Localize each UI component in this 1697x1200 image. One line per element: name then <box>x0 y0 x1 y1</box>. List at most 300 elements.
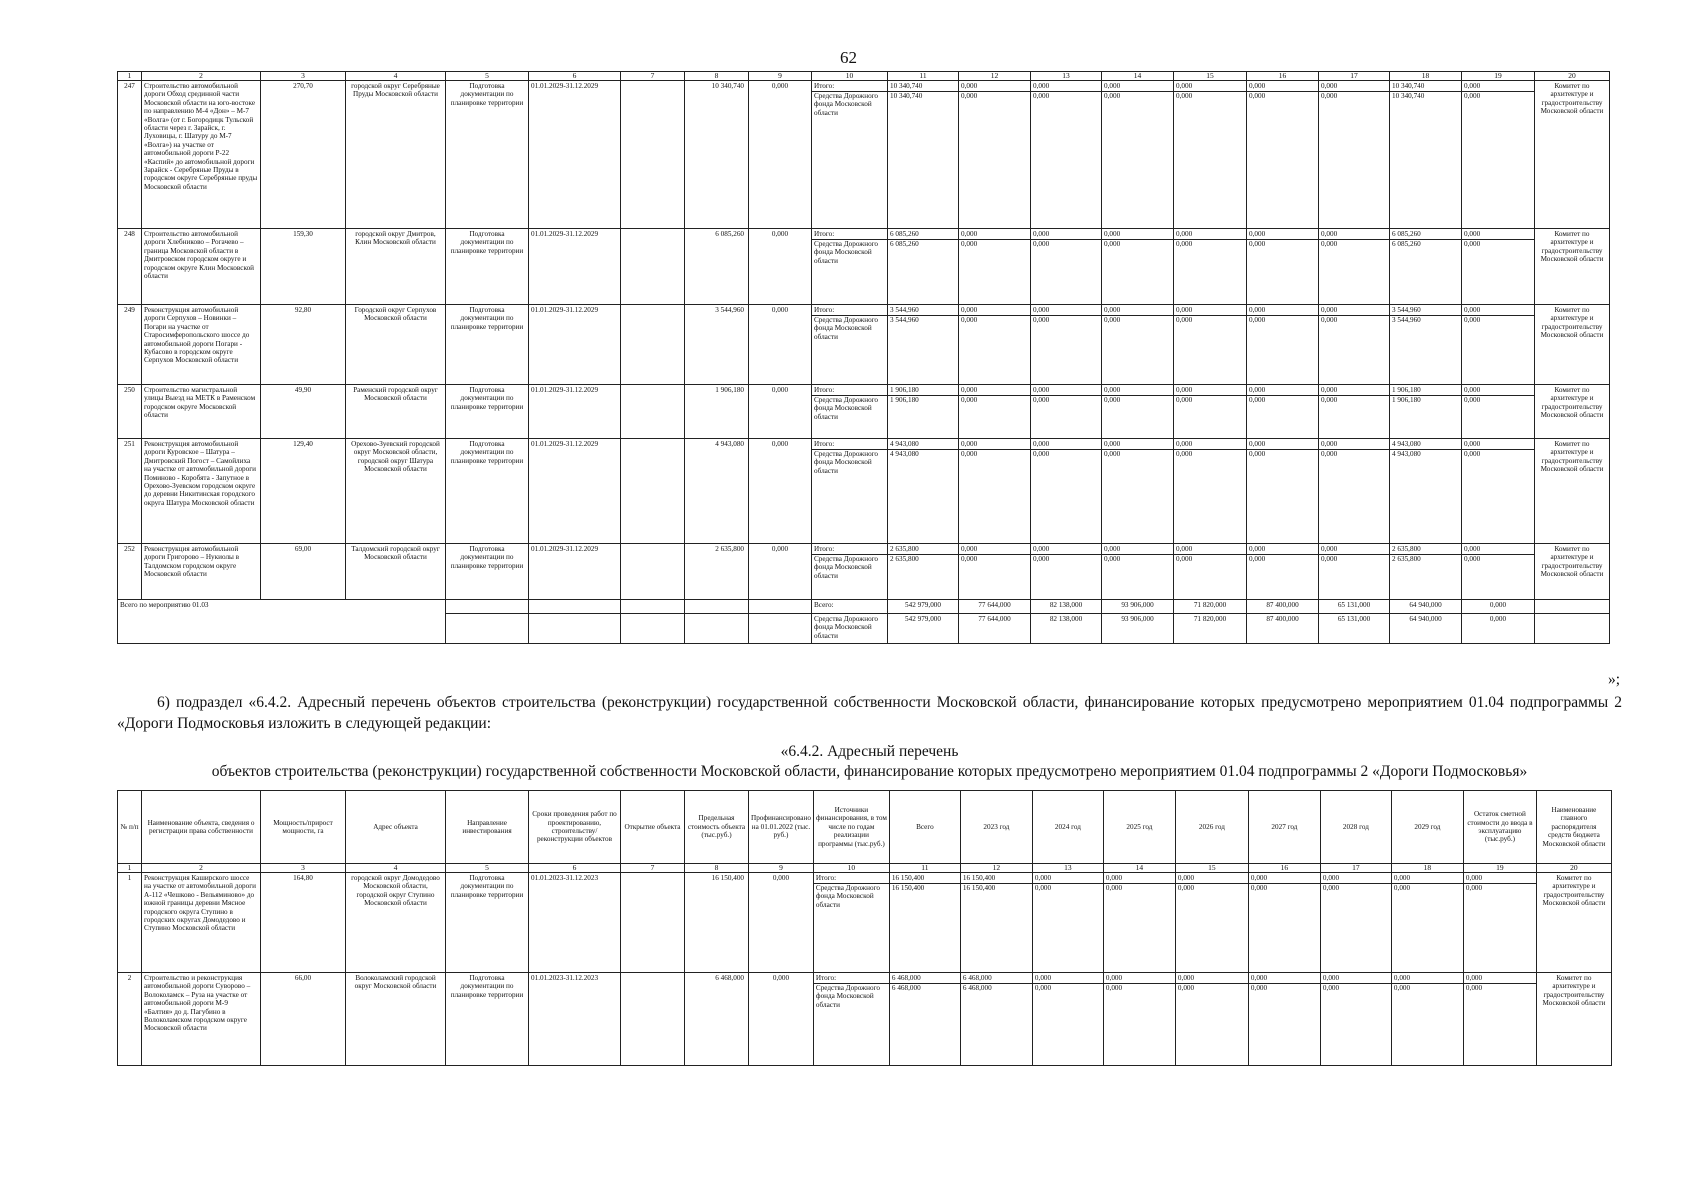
work-dates: 01.01.2029-31.12.2029 <box>529 81 621 229</box>
row-number: 251 <box>118 439 142 544</box>
amount-y2024 <box>1031 81 1102 229</box>
work-dates: 01.01.2029-31.12.2029 <box>529 305 621 385</box>
amount-y2026 <box>1174 81 1247 229</box>
amount-y2027-line: 0,000 <box>1249 316 1266 324</box>
amount-y2029-line: 2 635,800 <box>1392 555 1421 563</box>
work-dates: 01.01.2023-31.12.2023 <box>529 973 621 1066</box>
amount-y2029-line: 10 340,740 <box>1392 92 1425 100</box>
column-header: Открытие объекта <box>621 791 685 864</box>
closing-mark: »; <box>1608 671 1621 688</box>
total-amount-line: 3 544,960 <box>890 316 919 324</box>
amount-y2026-line: 0,000 <box>1176 874 1248 884</box>
column-header: Предельная стоимость объекта (тыс.руб.) <box>685 791 749 864</box>
investment-direction: Подготовка документации по планировке территории <box>446 544 529 600</box>
total-amount-line: 6 468,000 <box>890 974 960 984</box>
balance-amount <box>1462 385 1535 439</box>
column-number: 11 <box>888 72 959 81</box>
column-header: № п/п <box>118 791 142 864</box>
amount-y2028-line: 0,000 <box>1322 984 1340 992</box>
amount-y2026 <box>1174 229 1247 305</box>
object-opening <box>621 229 685 305</box>
totals-y2025: 93 906,000 <box>1102 600 1174 614</box>
object-name: Реконструкция Каширского шоссе на участке от автомобильной дороги А-112 «Чешково - Вельяминово» до южной границы деревни Мясное городского округа Ступино в городских округах Домодедово и Ступино Московской области <box>142 873 261 973</box>
amount-y2026-line: 0,000 <box>1174 386 1246 396</box>
amount-y2027-line: 0,000 <box>1249 240 1266 248</box>
totals-y2029: 64 940,000 <box>1390 600 1462 614</box>
work-dates: 01.01.2029-31.12.2029 <box>529 385 621 439</box>
amount-y2024 <box>1032 973 1103 1066</box>
object-name: Реконструкция автомобильной дороги Куровское – Шатура – Дмитровский Погост – Самойлиха на участке от автомобильной дороги Поминово - Коробята - Запутное в Орехово-Зуевском городском округе до деревни Никитинская городского округа Шатура Московской области <box>142 439 261 544</box>
object-address: Волоколамский городской округ Московской области <box>346 973 446 1066</box>
total-amount-line: 1 906,180 <box>890 396 919 404</box>
amount-y2023-line: 0,000 <box>959 440 1030 450</box>
amount-y2024 <box>1032 873 1103 973</box>
balance-amount <box>1463 873 1536 973</box>
column-number: 11 <box>889 864 960 873</box>
amount-y2029-line: 0,000 <box>1393 984 1411 992</box>
amount-y2025 <box>1102 81 1174 229</box>
total-amount <box>889 973 960 1066</box>
amount-y2025-line: 0,000 <box>1102 306 1173 316</box>
amount-y2027-line: 0,000 <box>1247 386 1318 396</box>
investment-direction: Подготовка документации по планировке территории <box>446 305 529 385</box>
row-number: 252 <box>118 544 142 600</box>
column-number: 9 <box>749 864 814 873</box>
column-number: 15 <box>1175 864 1248 873</box>
total-amount-line: 4 943,080 <box>890 450 919 458</box>
amount-y2023-line: 16 150,400 <box>962 884 996 892</box>
empty-cell <box>685 614 749 644</box>
budget-manager: Комитет по архитектуре и градостроительству Московской области <box>1536 973 1611 1066</box>
amount-y2029-line: 6 085,260 <box>1392 240 1421 248</box>
total-amount <box>888 229 959 305</box>
amount-y2027-line: 0,000 <box>1249 974 1320 984</box>
funding-sources <box>812 544 888 600</box>
capacity: 69,00 <box>261 544 346 600</box>
amount-y2028 <box>1319 81 1390 229</box>
amount-y2026-line: 0,000 <box>1174 440 1246 450</box>
amount-y2028-line: 0,000 <box>1319 306 1389 316</box>
total-amount <box>888 544 959 600</box>
amount-y2023-line: 0,000 <box>961 240 978 248</box>
balance-amount-line: 0,000 <box>1462 545 1534 555</box>
object-name: Строительство и реконструкция автомобильной дороги Суворово – Волоколамск – Руза на участке от автомобильной дороги М-9 «Балтия» до д. Пагубино в Волоколамском городском округе Московской области <box>142 973 261 1066</box>
funding-sources-line: Итого: <box>812 82 887 92</box>
amount-y2028-line: 0,000 <box>1321 974 1391 984</box>
table-row <box>118 439 1610 544</box>
amount-y2023-line: 0,000 <box>959 82 1030 92</box>
column-header: Всего <box>889 791 960 864</box>
column-number-row <box>118 72 1610 81</box>
column-header: Адрес объекта <box>346 791 446 864</box>
amount-y2025-line: 0,000 <box>1104 555 1121 563</box>
column-header: 2026 год <box>1175 791 1248 864</box>
cost-limit: 6 468,000 <box>685 973 749 1066</box>
funding-sources-line: Итого: <box>812 440 887 450</box>
total-amount-line: 10 340,740 <box>888 82 958 92</box>
totals-y2023: 77 644,000 <box>959 614 1031 644</box>
amount-y2029 <box>1390 385 1462 439</box>
column-number: 16 <box>1247 72 1319 81</box>
amount-y2028 <box>1319 544 1390 600</box>
funding-sources-line: Средства Дорожного фонда Московской области <box>814 450 879 475</box>
total-amount-line: 16 150,400 <box>891 884 925 892</box>
amount-y2029-line: 0,000 <box>1392 874 1463 884</box>
empty-cell <box>529 600 621 614</box>
column-number: 14 <box>1103 864 1175 873</box>
amount-y2023-line: 0,000 <box>961 316 978 324</box>
amount-y2027 <box>1247 439 1319 544</box>
total-amount <box>888 439 959 544</box>
column-number: 6 <box>529 864 621 873</box>
amount-y2025 <box>1102 305 1174 385</box>
amount-y2025-line: 0,000 <box>1102 440 1173 450</box>
total-amount-line: 6 085,260 <box>888 230 958 240</box>
amount-y2023-line: 0,000 <box>961 555 978 563</box>
amount-y2028-line: 0,000 <box>1321 92 1338 100</box>
amount-y2023-line: 6 468,000 <box>962 984 992 992</box>
column-number: 14 <box>1102 72 1174 81</box>
object-opening <box>621 305 685 385</box>
amount-y2025-line: 0,000 <box>1102 82 1173 92</box>
column-number: 4 <box>346 864 446 873</box>
column-header: Мощность/прирост мощности, га <box>261 791 346 864</box>
object-opening <box>621 973 685 1066</box>
balance-amount-line: 0,000 <box>1464 240 1481 248</box>
funding-sources-line: Средства Дорожного фонда Московской области <box>814 240 879 265</box>
amount-y2029 <box>1390 81 1462 229</box>
column-number: 8 <box>685 72 749 81</box>
empty-cell <box>749 614 812 644</box>
amount-y2024 <box>1031 544 1102 600</box>
empty-cell <box>685 600 749 614</box>
column-number: 6 <box>529 72 621 81</box>
amount-y2028 <box>1320 973 1391 1066</box>
column-header: 2024 год <box>1032 791 1103 864</box>
amount-y2027-line: 0,000 <box>1247 230 1318 240</box>
prefinanced: 0,000 <box>749 229 812 305</box>
funding-sources-line: Средства Дорожного фонда Московской области <box>815 984 880 1009</box>
column-number: 2 <box>142 72 261 81</box>
amount-y2025-line: 0,000 <box>1102 386 1173 396</box>
balance-amount-line: 0,000 <box>1464 450 1481 458</box>
amount-y2024-line: 0,000 <box>1033 555 1050 563</box>
funding-sources <box>813 973 889 1066</box>
amount-y2025 <box>1102 544 1174 600</box>
object-opening <box>621 439 685 544</box>
column-number: 13 <box>1032 864 1103 873</box>
funding-sources <box>812 81 888 229</box>
column-header: Направление инвестирования <box>446 791 529 864</box>
column-number: 12 <box>960 864 1032 873</box>
funding-sources-line: Итого: <box>812 545 887 555</box>
amount-y2024-line: 0,000 <box>1031 230 1101 240</box>
amount-y2025-line: 0,000 <box>1104 874 1175 884</box>
balance-amount-line: 0,000 <box>1462 230 1534 240</box>
total-amount <box>888 305 959 385</box>
column-number: 20 <box>1536 864 1611 873</box>
funding-sources <box>813 873 889 973</box>
funding-sources <box>812 305 888 385</box>
amount-y2028-line: 0,000 <box>1319 545 1389 555</box>
object-name: Реконструкция автомобильной дороги Серпухов – Новинки – Погари на участке от Старосимферопольского шоссе до автомобильной дороги Погари - Кубасово в городском округе Серпухов Московской области <box>142 305 261 385</box>
totals-source: Всего: <box>812 600 888 614</box>
object-opening <box>621 81 685 229</box>
column-header: Сроки проведения работ по проектированию, строительству/реконструкции объектов <box>529 791 621 864</box>
balance-amount <box>1462 229 1535 305</box>
amount-y2028-line: 0,000 <box>1321 316 1338 324</box>
budget-manager: Комитет по архитектуре и градостроительству Московской области <box>1535 229 1610 305</box>
amount-y2026-line: 0,000 <box>1174 306 1246 316</box>
work-dates: 01.01.2029-31.12.2029 <box>529 544 621 600</box>
amount-y2028-line: 0,000 <box>1319 440 1389 450</box>
amount-y2026-line: 0,000 <box>1177 984 1195 992</box>
amount-y2025 <box>1102 385 1174 439</box>
amount-y2024-line: 0,000 <box>1033 92 1050 100</box>
prefinanced: 0,000 <box>749 385 812 439</box>
budget-manager: Комитет по архитектуре и градостроительству Московской области <box>1535 385 1610 439</box>
investment-direction: Подготовка документации по планировке территории <box>446 873 529 973</box>
amount-y2024 <box>1031 305 1102 385</box>
total-amount-line: 4 943,080 <box>888 440 958 450</box>
column-header: Профинансировано на 01.01.2022 (тыс. руб.) <box>749 791 814 864</box>
totals-y2029: 64 940,000 <box>1390 614 1462 644</box>
row-number: 2 <box>118 973 142 1066</box>
cost-limit: 6 085,260 <box>685 229 749 305</box>
amount-y2023-line: 16 150,400 <box>961 874 1032 884</box>
amount-y2026 <box>1175 873 1248 973</box>
total-amount-line: 2 635,800 <box>888 545 958 555</box>
total-amount-line: 16 150,400 <box>890 874 960 884</box>
amount-y2027-line: 0,000 <box>1247 545 1318 555</box>
total-amount-line: 2 635,800 <box>890 555 919 563</box>
balance-amount <box>1462 81 1535 229</box>
amount-y2026 <box>1174 544 1247 600</box>
balance-amount-line: 0,000 <box>1464 92 1481 100</box>
empty-cell <box>446 614 529 644</box>
total-amount <box>888 385 959 439</box>
funding-sources-line: Итого: <box>812 230 887 240</box>
amount-y2026-line: 0,000 <box>1176 396 1193 404</box>
amount-y2024-line: 0,000 <box>1031 306 1101 316</box>
investment-direction: Подготовка документации по планировке территории <box>446 439 529 544</box>
object-address: Талдомский городской округ Московской области <box>346 544 446 600</box>
section-title-line-1: «6.4.2. Адресный перечень <box>780 743 959 760</box>
amount-y2027 <box>1247 385 1319 439</box>
amount-y2028-line: 0,000 <box>1321 450 1338 458</box>
object-address: Раменский городской округ Московской области <box>346 385 446 439</box>
row-number: 250 <box>118 385 142 439</box>
table-row <box>118 544 1610 600</box>
column-number: 12 <box>959 72 1031 81</box>
page-number: 62 <box>840 48 857 67</box>
column-number: 2 <box>142 864 261 873</box>
amount-y2029 <box>1390 305 1462 385</box>
column-number: 5 <box>446 864 529 873</box>
balance-amount-line: 0,000 <box>1464 316 1481 324</box>
amount-y2027-line: 0,000 <box>1250 884 1268 892</box>
amount-y2023-line: 0,000 <box>959 545 1030 555</box>
prefinanced: 0,000 <box>749 81 812 229</box>
empty-cell <box>446 600 529 614</box>
budget-manager: Комитет по архитектуре и градостроительству Московской области <box>1535 305 1610 385</box>
amount-y2027 <box>1247 229 1319 305</box>
amount-y2027-line: 0,000 <box>1249 874 1320 884</box>
funding-sources-line: Итого: <box>814 974 889 984</box>
amount-y2025-line: 0,000 <box>1102 230 1173 240</box>
amount-y2024-line: 0,000 <box>1034 984 1052 992</box>
balance-amount-line: 0,000 <box>1465 984 1483 992</box>
amount-y2024-line: 0,000 <box>1031 386 1101 396</box>
object-address: городской округ Серебряные Пруды Московской области <box>346 81 446 229</box>
amount-y2026 <box>1174 305 1247 385</box>
prefinanced: 0,000 <box>749 873 814 973</box>
column-number: 16 <box>1248 864 1320 873</box>
cost-limit: 2 635,800 <box>685 544 749 600</box>
funding-sources-line: Итого: <box>812 306 887 316</box>
amount-y2023 <box>960 873 1032 973</box>
balance-amount-line: 0,000 <box>1464 396 1481 404</box>
prefinanced: 0,000 <box>749 973 814 1066</box>
column-number: 4 <box>346 72 446 81</box>
amount-y2024-line: 0,000 <box>1033 450 1050 458</box>
object-address: Городской округ Серпухов Московской области <box>346 305 446 385</box>
amount-y2024-line: 0,000 <box>1033 874 1103 884</box>
totals-y2024: 82 138,000 <box>1031 600 1102 614</box>
amount-y2023-line: 0,000 <box>959 230 1030 240</box>
amount-y2023-line: 6 468,000 <box>961 974 1032 984</box>
object-address: городской округ Дмитров, Клин Московской области <box>346 229 446 305</box>
amount-y2027-line: 0,000 <box>1247 306 1318 316</box>
totals-label: Всего по мероприятию 01.03 <box>118 600 446 644</box>
amount-y2027 <box>1247 81 1319 229</box>
prefinanced: 0,000 <box>749 439 812 544</box>
balance-amount-line: 0,000 <box>1464 874 1536 884</box>
totals-y2028: 65 131,000 <box>1319 614 1390 644</box>
amount-y2028 <box>1319 305 1390 385</box>
column-number: 18 <box>1390 72 1462 81</box>
amount-y2024 <box>1031 385 1102 439</box>
balance-amount-line: 0,000 <box>1464 974 1536 984</box>
amount-y2024-line: 0,000 <box>1033 240 1050 248</box>
work-dates: 01.01.2029-31.12.2029 <box>529 439 621 544</box>
balance-amount <box>1462 305 1535 385</box>
column-number: 10 <box>812 72 888 81</box>
totals-y2027: 87 400,000 <box>1247 600 1319 614</box>
balance-amount-line: 0,000 <box>1462 82 1534 92</box>
column-number: 15 <box>1174 72 1247 81</box>
amount-y2029-line: 0,000 <box>1393 884 1411 892</box>
amount-y2028-line: 0,000 <box>1321 555 1338 563</box>
totals-y2023: 77 644,000 <box>959 600 1031 614</box>
object-opening <box>621 873 685 973</box>
amount-y2023-line: 0,000 <box>961 92 978 100</box>
column-header: 2027 год <box>1248 791 1320 864</box>
amount-y2029-line: 4 943,080 <box>1390 440 1461 450</box>
section-title-line-2: объектов строительства (реконструкции) государственной собственности Московской области, финансирование которых предусмотрено мероприятием 01.04 подпрограммы 2 «Дороги Подмосковья» <box>211 763 1528 780</box>
total-amount <box>888 81 959 229</box>
cost-limit: 16 150,400 <box>685 873 749 973</box>
amount-y2028 <box>1319 439 1390 544</box>
totals-balance: 0,000 <box>1462 600 1535 614</box>
column-number: 7 <box>621 864 685 873</box>
column-number: 8 <box>685 864 749 873</box>
investment-direction: Подготовка документации по планировке территории <box>446 81 529 229</box>
totals-y2025: 93 906,000 <box>1102 614 1174 644</box>
totals-source: Средства Дорожного фонда Московской области <box>812 614 888 644</box>
amount-y2023-line: 0,000 <box>961 450 978 458</box>
amount-y2026-line: 0,000 <box>1176 316 1193 324</box>
lower-table <box>117 790 1612 1066</box>
amount-y2025-line: 0,000 <box>1105 984 1123 992</box>
total-amount <box>889 873 960 973</box>
object-opening <box>621 544 685 600</box>
section-title <box>117 742 1622 782</box>
investment-direction: Подготовка документации по планировке территории <box>446 973 529 1066</box>
column-number: 17 <box>1319 72 1390 81</box>
amount-y2023-line: 0,000 <box>961 396 978 404</box>
budget-manager: Комитет по архитектуре и градостроительству Московской области <box>1535 439 1610 544</box>
amount-y2025-line: 0,000 <box>1104 974 1175 984</box>
amount-y2025-line: 0,000 <box>1104 316 1121 324</box>
column-number: 19 <box>1463 864 1536 873</box>
capacity: 49,90 <box>261 385 346 439</box>
funding-sources <box>812 385 888 439</box>
amount-y2027-line: 0,000 <box>1247 82 1318 92</box>
amount-y2026 <box>1174 439 1247 544</box>
amount-y2027 <box>1247 305 1319 385</box>
cost-limit: 4 943,080 <box>685 439 749 544</box>
amount-y2025 <box>1102 229 1174 305</box>
amount-y2029 <box>1390 544 1462 600</box>
budget-manager: Комитет по архитектуре и градостроительству Московской области <box>1536 873 1611 973</box>
amount-y2024-line: 0,000 <box>1033 974 1103 984</box>
amount-y2026 <box>1174 385 1247 439</box>
empty-cell <box>749 600 812 614</box>
capacity: 164,80 <box>261 873 346 973</box>
amount-y2026-line: 0,000 <box>1176 240 1193 248</box>
object-address: Орехово-Зуевский городской округ Московской области, городской округ Шатура Московской области <box>346 439 446 544</box>
amount-y2029 <box>1391 973 1463 1066</box>
capacity: 270,70 <box>261 81 346 229</box>
amount-y2023 <box>959 305 1031 385</box>
cost-limit: 3 544,960 <box>685 305 749 385</box>
amount-y2029-line: 1 906,180 <box>1392 396 1421 404</box>
amount-y2026-line: 0,000 <box>1174 230 1246 240</box>
amount-y2024 <box>1031 229 1102 305</box>
totals-total: 542 979,000 <box>888 614 959 644</box>
balance-amount <box>1463 973 1536 1066</box>
funding-sources-line: Итого: <box>812 386 887 396</box>
row-number: 248 <box>118 229 142 305</box>
object-name: Строительство автомобильной дороги Обход срединной части Московской области на юго-востоке по направлению М-4 «Дон» – М-7 «Волга» (от г. Богородицк Тульской области через г. Зарайск, г. Луховицы, г. Шатуру до М-7 «Волга») на участке от автомобильной дороги Р-22 «Каспий» до автомобильной дороги Зарайск - Серебряные Пруды в городском округе Серебряные пруды Московской области <box>142 81 261 229</box>
amount-y2028 <box>1320 873 1391 973</box>
amount-y2027-line: 0,000 <box>1249 450 1266 458</box>
empty-cell <box>529 614 621 644</box>
column-number: 7 <box>621 72 685 81</box>
amount-y2024-line: 0,000 <box>1033 396 1050 404</box>
amount-y2026-line: 0,000 <box>1176 974 1248 984</box>
table-row <box>118 973 1612 1066</box>
funding-sources-line: Средства Дорожного фонда Московской области <box>814 316 879 341</box>
row-number: 249 <box>118 305 142 385</box>
column-header: 2029 год <box>1391 791 1463 864</box>
amount-y2027 <box>1247 544 1319 600</box>
object-name: Реконструкция автомобильной дороги Григорово – Нукиолы в Талдомском городском округе Московской области <box>142 544 261 600</box>
amount-y2028-line: 0,000 <box>1321 240 1338 248</box>
totals-balance: 0,000 <box>1462 614 1535 644</box>
amount-y2028 <box>1319 229 1390 305</box>
